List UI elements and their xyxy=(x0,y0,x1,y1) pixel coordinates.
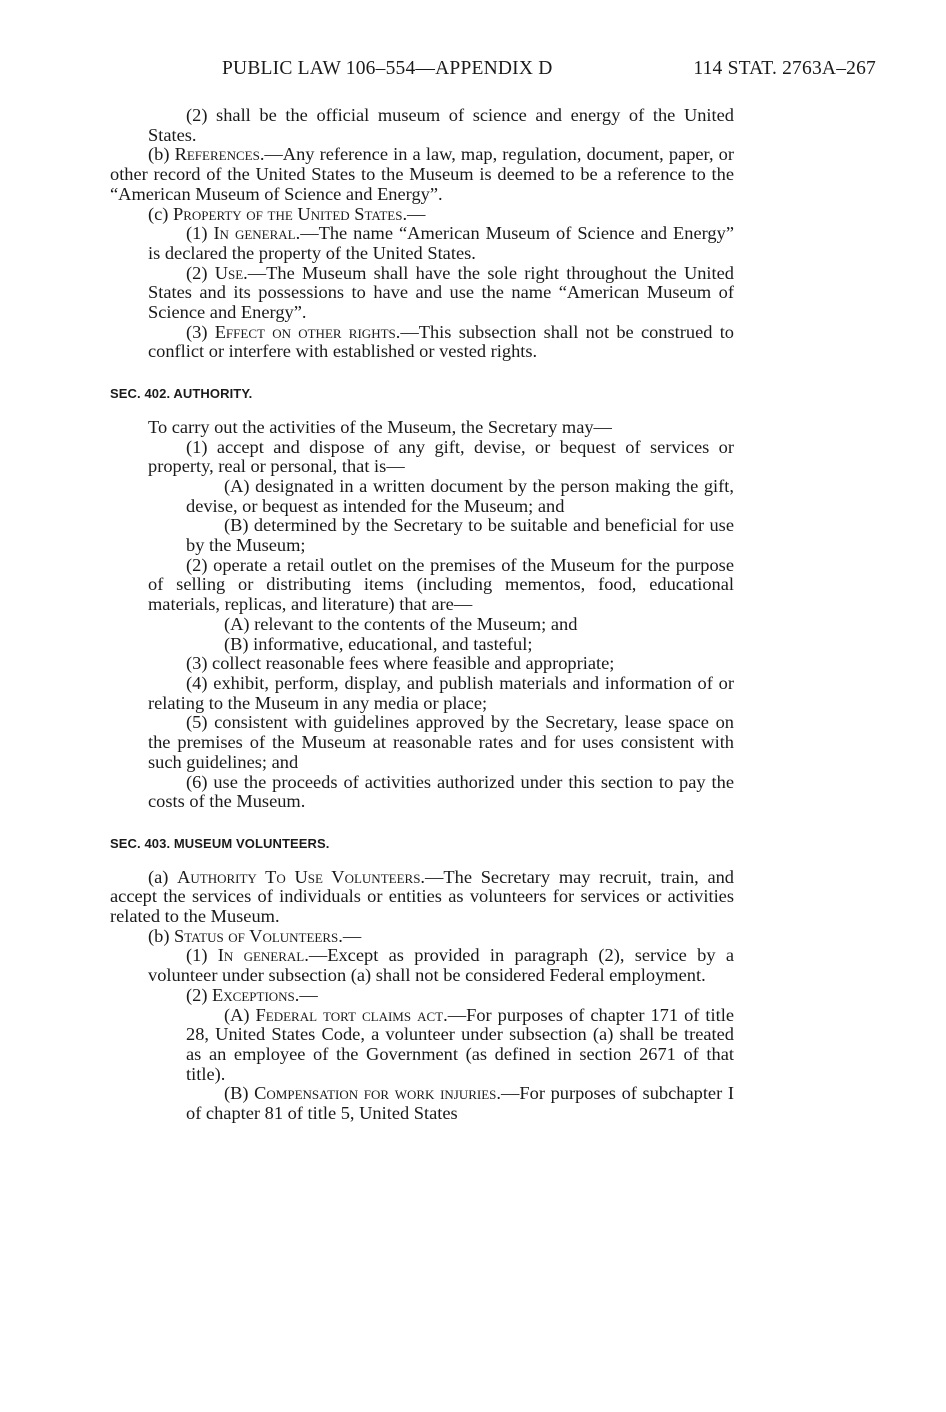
paragraph-heading: In general xyxy=(213,223,296,244)
paragraph xyxy=(148,986,734,1006)
paragraph xyxy=(186,635,734,655)
paragraph-text: .— xyxy=(338,925,362,946)
paragraph-label: (c) xyxy=(148,203,174,224)
paragraph-text: (3) collect reasonable fees where feasible and appropriate; xyxy=(186,653,615,674)
paragraph-text: .—The name “American Museum of Science and Energy” is declared the property of the United States. xyxy=(148,223,734,263)
paragraph-text: .— xyxy=(294,984,318,1005)
paragraph-heading: Authority To Use Volunteers xyxy=(177,866,421,887)
paragraph-text: (1) accept and dispose of any gift, devise, or bequest of services or property, real or personal, that is— xyxy=(148,436,734,477)
paragraph-text: (2) operate a retail outlet on the premises of the Museum for the purpose of selling or distributing items (including mementos, food, educational materials, replicas, and literature) that are— xyxy=(148,554,734,615)
paragraph-label: (1) xyxy=(186,223,214,244)
paragraph-text: (B) determined by the Secretary to be suitable and beneficial for use by the Museum; xyxy=(186,515,734,556)
paragraph xyxy=(110,145,734,204)
section-heading xyxy=(110,834,734,854)
paragraph-text: .—For purposes of subchapter I of chapter 81 of title 5, United States xyxy=(186,1083,734,1124)
paragraph-heading: Status of Volunteers xyxy=(174,925,339,946)
paragraph-text: .—Except as provided in paragraph (2), service by a volunteer under subsection (a) shall not be considered Federal employment. xyxy=(148,945,734,986)
paragraph xyxy=(186,1084,734,1123)
paragraph-text: (2) shall be the official museum of science and energy of the United States. xyxy=(148,105,734,145)
paragraph-text: .—The Secretary may recruit, train, and accept the services of individuals or entities as volunteers for services or activities related to the Museum. xyxy=(110,866,734,927)
section-heading-text: SEC. 403. MUSEUM VOLUNTEERS. xyxy=(110,835,330,851)
paragraph xyxy=(110,205,734,225)
paragraph xyxy=(110,418,734,438)
paragraph-heading: Effect on other rights xyxy=(214,321,396,342)
paragraph-text: (5) consistent with guidelines approved by the Secretary, lease space on the premises of the Museum at reasonable rates and for uses consistent with such guidelines; and xyxy=(148,712,734,772)
paragraph xyxy=(186,516,734,555)
paragraph-label: (a) xyxy=(148,866,178,887)
paragraph xyxy=(148,264,734,323)
header-stat-page: 114 STAT. 2763A–267 xyxy=(693,58,876,79)
paragraph xyxy=(148,323,734,362)
paragraph xyxy=(186,615,734,635)
paragraph-text: .—The Museum shall have the sole right throughout the United States and its possessions to have and use the name “American Museum of Science and Energy”. xyxy=(148,262,734,323)
paragraph xyxy=(148,438,734,477)
paragraph-text: (B) informative, educational, and tasteful; xyxy=(224,633,533,654)
running-header xyxy=(222,58,876,80)
header-law-title: PUBLIC LAW 106–554—APPENDIX D xyxy=(222,58,553,79)
paragraph xyxy=(148,224,734,263)
paragraph-label: (1) xyxy=(186,945,218,966)
paragraph-heading: Use xyxy=(214,262,244,283)
paragraph-text: .—Any reference in a law, map, regulation, document, paper, or other record of the United States to the Museum is deemed to be a reference to the “American Museum of Science and Energy”. xyxy=(110,144,734,204)
paragraph-label: (2) xyxy=(186,262,215,283)
paragraph xyxy=(186,477,734,516)
section-heading xyxy=(110,384,734,404)
paragraph-text: (A) relevant to the contents of the Museum; and xyxy=(224,613,578,634)
paragraph xyxy=(148,106,734,145)
paragraph-heading: In general xyxy=(217,945,305,966)
paragraph-heading: Property of the United States xyxy=(173,203,403,224)
paragraph-label: (b) xyxy=(148,925,175,946)
paragraph xyxy=(110,927,734,947)
paragraph-text: (A) designated in a written document by the person making the gift, devise, or bequest as intended for the Museum; and xyxy=(186,475,734,516)
paragraph xyxy=(148,713,734,772)
section-heading-text: SEC. 402. AUTHORITY. xyxy=(110,386,253,402)
paragraph-heading: Federal tort claims act xyxy=(255,1004,444,1025)
paragraph-text: (4) exhibit, perform, display, and publish materials and information of or relating to the Museum in any media or place; xyxy=(148,672,734,713)
paragraph-text: .—For purposes of chapter 171 of title 28, United States Code, a volunteer under subsection (a) shall be treated as an employee of the Government (as defined in section 2671 of that title). xyxy=(186,1004,734,1084)
paragraph-text: .— xyxy=(402,203,426,224)
paragraph-label: (3) xyxy=(186,321,215,342)
paragraph xyxy=(110,868,734,927)
paragraph-label: (2) xyxy=(186,984,213,1005)
paragraph-text: To carry out the activities of the Museum, the Secretary may— xyxy=(148,416,612,437)
paragraph-label: (A) xyxy=(224,1004,256,1025)
paragraph xyxy=(186,1006,734,1085)
paragraph xyxy=(148,946,734,985)
paragraph-text: (6) use the proceeds of activities authorized under this section to pay the costs of the Museum. xyxy=(148,771,734,812)
paragraph-label: (B) xyxy=(224,1083,255,1104)
paragraph-heading: Compensation for work injuries xyxy=(254,1083,497,1104)
paragraph xyxy=(148,556,734,615)
paragraph-heading: Exceptions xyxy=(212,984,295,1005)
paragraph-heading: References xyxy=(174,144,260,165)
document-body xyxy=(110,106,734,1124)
paragraph xyxy=(148,654,734,674)
paragraph-text: .—This subsection shall not be construed to conflict or interfere with established or vested rights. xyxy=(148,321,734,362)
paragraph xyxy=(148,674,734,713)
paragraph xyxy=(148,773,734,812)
paragraph-label: (b) xyxy=(148,144,175,165)
